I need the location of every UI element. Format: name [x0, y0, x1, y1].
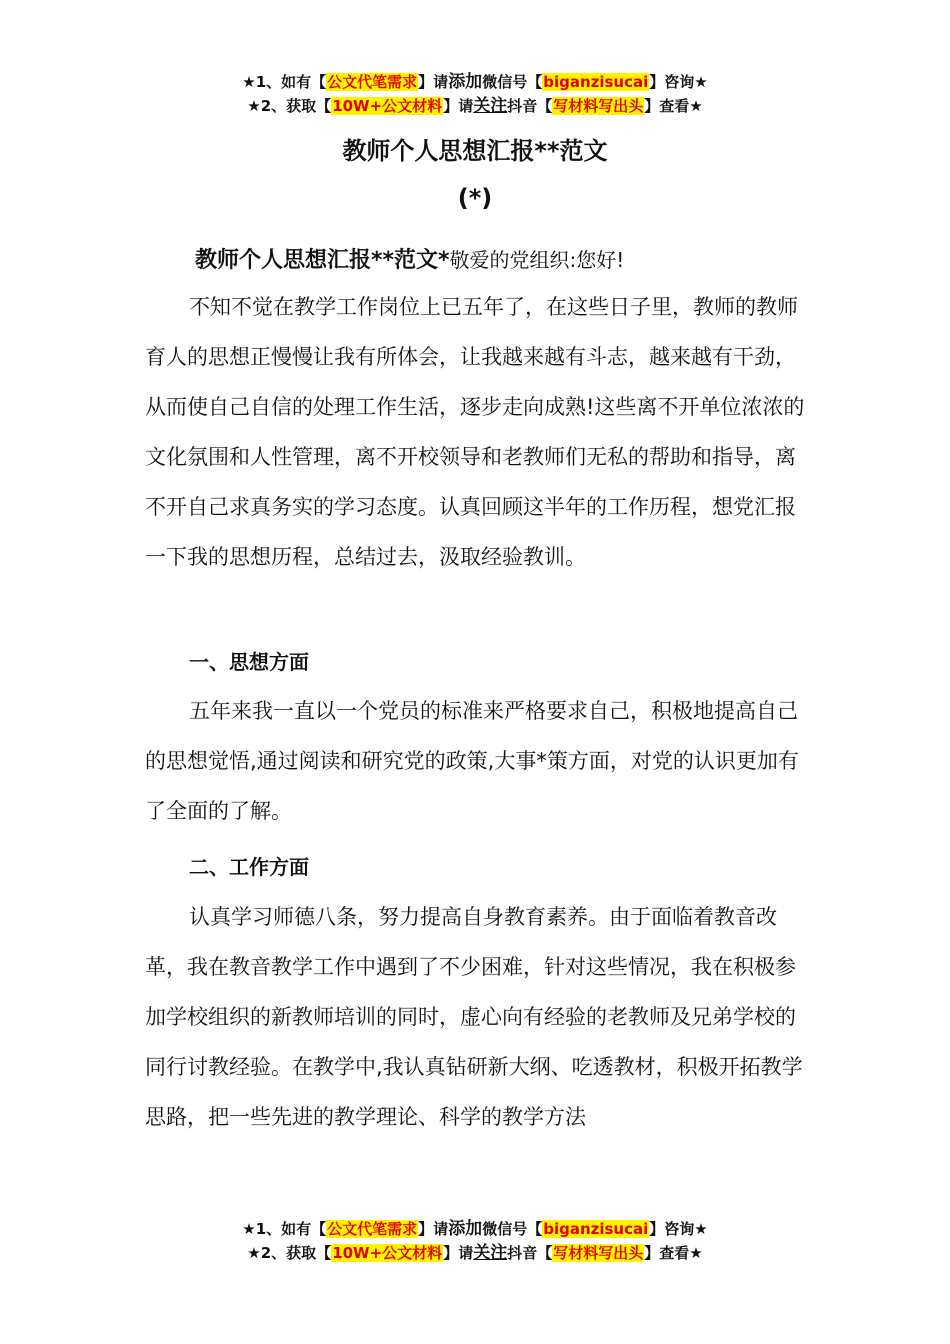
banner-highlight-wechat: biganzisucai [543, 1220, 649, 1238]
paragraph-work: 认真学习师德八条，努力提高自身教育素养。由于面临着教音改革，我在教音教学工作中遇到了不少困难，针对这些情况，我在积极参加学校组织的新教师培训的同时，虚心向有经验的老教师及兄弟学校的同行讨教经验。在教学中,我认真钻研新大纲、吃透教材，积极开拓教学思路，把一些先进的教学理论、科学的教学方法 [145, 905, 803, 1129]
lead-bold-title: 教师个人思想汇报**范文* [195, 248, 450, 273]
banner-highlight-douyin: 写材料写出头 [553, 1244, 644, 1262]
footer-banner [0, 1217, 950, 1265]
banner-emphasis: 关注 [473, 1243, 508, 1263]
banner-text: 】请 [443, 1244, 474, 1262]
section-heading-thought: 一、思想方面 [189, 650, 309, 674]
banner-text: 】咨询★ [649, 1220, 708, 1238]
banner-highlight-douyin: 写材料写出头 [553, 97, 644, 115]
banner-text: ★2、获取【 [247, 1244, 332, 1262]
document-subtitle: (*) [457, 184, 493, 212]
banner-line-2 [0, 94, 950, 118]
banner-text: ★1、如有【 [242, 1220, 327, 1238]
banner-text: 】查看★ [644, 1244, 703, 1262]
banner-line-1 [0, 70, 950, 94]
banner-highlight-service: 公文代笔需求 [327, 1220, 418, 1238]
paragraph-thought: 五年来我一直以一个党员的标准来严格要求自己，积极地提高自己的思想觉悟,通过阅读和研究党的政策,大事*策方面，对党的认识更加有了全面的了解。 [145, 699, 799, 823]
banner-text: ★2、获取【 [247, 97, 332, 115]
banner-text: 】查看★ [644, 97, 703, 115]
paragraph-intro: 不知不觉在教学工作岗位上已五年了，在这些日子里，教师的教师育人的思想正慢慢让我有所体会，让我越来越有斗志，越来越有干劲，从而使自己自信的处理工作生活，逐步走向成熟!这些离不开单位浓浓的文化氛围和人性管理，离不开校领导和老教师们无私的帮助和指导，离不开自己求真务实的学习态度。认真回顾这半年的工作历程，想党汇报一下我的思想历程，总结过去，汲取经验教训。 [145, 295, 805, 569]
banner-text: 】请 [418, 73, 449, 91]
banner-highlight-materials: 10W+公文材料 [332, 1244, 443, 1262]
banner-text: 微信号【 [482, 73, 543, 91]
banner-highlight-wechat: biganzisucai [543, 73, 649, 91]
banner-highlight-service: 公文代笔需求 [327, 73, 418, 91]
section-heading-work: 二、工作方面 [189, 855, 309, 879]
banner-emphasis: 添加 [448, 72, 483, 92]
banner-highlight-materials: 10W+公文材料 [332, 97, 443, 115]
banner-emphasis: 添加 [448, 1219, 483, 1239]
banner-text: 抖音【 [507, 1244, 553, 1262]
document-title: 教师个人思想汇报**范文 [342, 137, 608, 165]
banner-text: 】请 [443, 97, 474, 115]
banner-line-2 [0, 1241, 950, 1265]
banner-emphasis: 关注 [473, 96, 508, 116]
banner-text: 】请 [418, 1220, 449, 1238]
banner-text: ★1、如有【 [242, 73, 327, 91]
banner-text: 抖音【 [507, 97, 553, 115]
banner-line-1 [0, 1217, 950, 1241]
header-banner [0, 70, 950, 118]
banner-text: 微信号【 [482, 1220, 543, 1238]
salutation: 敬爱的党组织:您好! [449, 248, 625, 272]
banner-text: 】咨询★ [649, 73, 708, 91]
lead-line [145, 235, 805, 286]
